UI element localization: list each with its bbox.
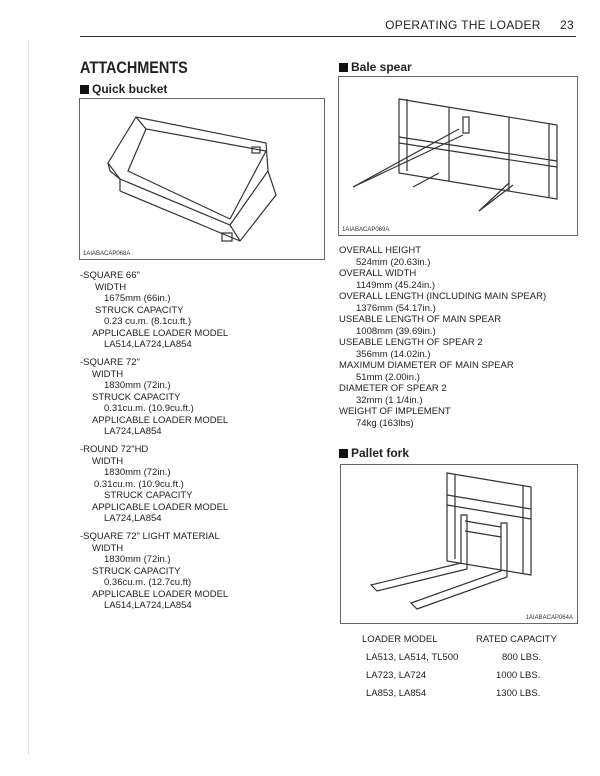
table-cell: 1000 LBS. <box>496 670 541 681</box>
spec-value: 1149mm (45.24in.) <box>356 279 436 291</box>
spec-line: 0.31cu.m. (10.9cu.ft.) <box>94 478 184 490</box>
spec-label: USEABLE LENGTH OF SPEAR 2 <box>339 337 483 348</box>
bucket-name: -SQUARE 72" <box>80 357 140 368</box>
spec-label: OVERALL HEIGHT <box>339 245 422 256</box>
bale-spear-title: Bale spear <box>351 60 412 74</box>
spec-value: 524mm (20.63in.) <box>356 256 431 268</box>
page-number: 23 <box>560 18 574 32</box>
pallet-fork-illustration <box>341 465 577 623</box>
table-cell: LA513, LA514, TL500 <box>366 652 459 663</box>
spec-value: 1008mm (39.69in.) <box>356 325 436 337</box>
header-rule <box>80 36 576 37</box>
quick-bucket-figure-code: 1AIABACAP068A <box>83 251 131 257</box>
table-cell: LA853, LA854 <box>366 688 427 699</box>
spec-line: 1830mm (72in.) <box>104 467 171 478</box>
spec-line: LA724,LA854 <box>104 513 162 524</box>
spec-line: 1675mm (66in.) <box>104 293 171 304</box>
spec-line: APPLICABLE LOADER MODEL <box>92 588 229 600</box>
bucket-spec-1 <box>80 270 228 351</box>
spec-line: LA514,LA724,LA854 <box>104 600 192 611</box>
table-cell: 800 LBS. <box>502 652 542 663</box>
quick-bucket-title: Quick bucket <box>92 82 168 96</box>
spec-value: 32mm (1 1/4in.) <box>356 394 423 406</box>
bale-spear-figure <box>338 76 578 236</box>
bucket-name: -ROUND 72"HD <box>80 444 149 455</box>
spec-line: 0.23 cu.m. (8.1cu.ft.) <box>104 316 192 327</box>
spec-label: WEIGHT OF IMPLEMENT <box>339 406 451 417</box>
spec-line: STRUCK CAPACITY <box>92 391 181 403</box>
spec-line: LA514,LA724,LA854 <box>104 339 192 350</box>
capacity-table <box>362 634 572 704</box>
bucket-name: -SQUARE 66" <box>80 270 140 281</box>
spec-label: DIAMETER OF SPEAR 2 <box>339 383 447 394</box>
page-header <box>385 18 574 32</box>
bucket-spec-4 <box>80 531 228 612</box>
pallet-fork-title: Pallet fork <box>351 446 410 460</box>
spec-line: 0.36cu.m. (12.7cu.ft) <box>104 577 192 588</box>
bale-spear-heading <box>339 60 412 74</box>
spec-line: 0.31cu.m. (10.9cu.ft.) <box>104 403 194 414</box>
bale-spear-specs <box>339 245 546 429</box>
spec-label: MAXIMUM DIAMETER OF MAIN SPEAR <box>339 360 514 371</box>
header-section: OPERATING THE LOADER <box>385 18 541 32</box>
pallet-fork-figure-code: 1AIABACAP064A <box>525 615 573 621</box>
square-bullet-icon <box>339 449 348 458</box>
spec-line: 1830mm (72in.) <box>104 380 171 391</box>
square-bullet-icon <box>80 85 89 94</box>
margin-rule <box>28 40 29 754</box>
pallet-fork-heading <box>339 446 409 460</box>
spec-line: 1830mm (72in.) <box>104 554 171 565</box>
quick-bucket-figure <box>79 98 325 260</box>
spec-line: STRUCK CAPACITY <box>104 490 193 501</box>
bale-spear-figure-code: 1AIABACAP069A <box>342 227 390 233</box>
spec-line: STRUCK CAPACITY <box>92 565 181 577</box>
spec-line: STRUCK CAPACITY <box>95 304 184 316</box>
table-header: RATED CAPACITY <box>476 634 557 645</box>
spec-line: APPLICABLE LOADER MODEL <box>92 501 229 513</box>
spec-line: APPLICABLE LOADER MODEL <box>92 327 229 339</box>
spec-value: 356mm (14.02in.) <box>356 348 431 360</box>
table-header: LOADER MODEL <box>362 634 438 645</box>
bucket-name: -SQUARE 72" LIGHT MATERIAL <box>80 531 220 542</box>
spec-value: 1376mm (54.17in.) <box>356 302 436 314</box>
bucket-spec-2 <box>80 357 228 438</box>
spec-line: LA724,LA854 <box>104 426 162 437</box>
spec-line: WIDTH <box>92 455 124 467</box>
quick-bucket-heading <box>80 82 167 96</box>
spec-label: USEABLE LENGTH OF MAIN SPEAR <box>339 314 502 325</box>
page-title: ATTACHMENTS <box>80 58 188 77</box>
bale-spear-illustration <box>339 77 577 235</box>
pallet-fork-figure <box>340 464 578 624</box>
bucket-spec-3 <box>80 444 228 525</box>
spec-value: 51mm (2.00in.) <box>356 371 420 383</box>
table-cell: LA723, LA724 <box>366 670 427 681</box>
spec-label: OVERALL LENGTH (INCLUDING MAIN SPEAR) <box>339 291 547 302</box>
spec-label: OVERALL WIDTH <box>339 268 417 279</box>
spec-line: APPLICABLE LOADER MODEL <box>92 414 229 426</box>
square-bullet-icon <box>339 63 348 72</box>
table-cell: 1300 LBS. <box>496 688 541 699</box>
bucket-illustration <box>80 99 324 259</box>
spec-line: WIDTH <box>92 368 124 380</box>
spec-line: WIDTH <box>95 281 127 293</box>
spec-value: 74kg (163lbs) <box>356 417 414 429</box>
spec-line: WIDTH <box>92 542 124 554</box>
